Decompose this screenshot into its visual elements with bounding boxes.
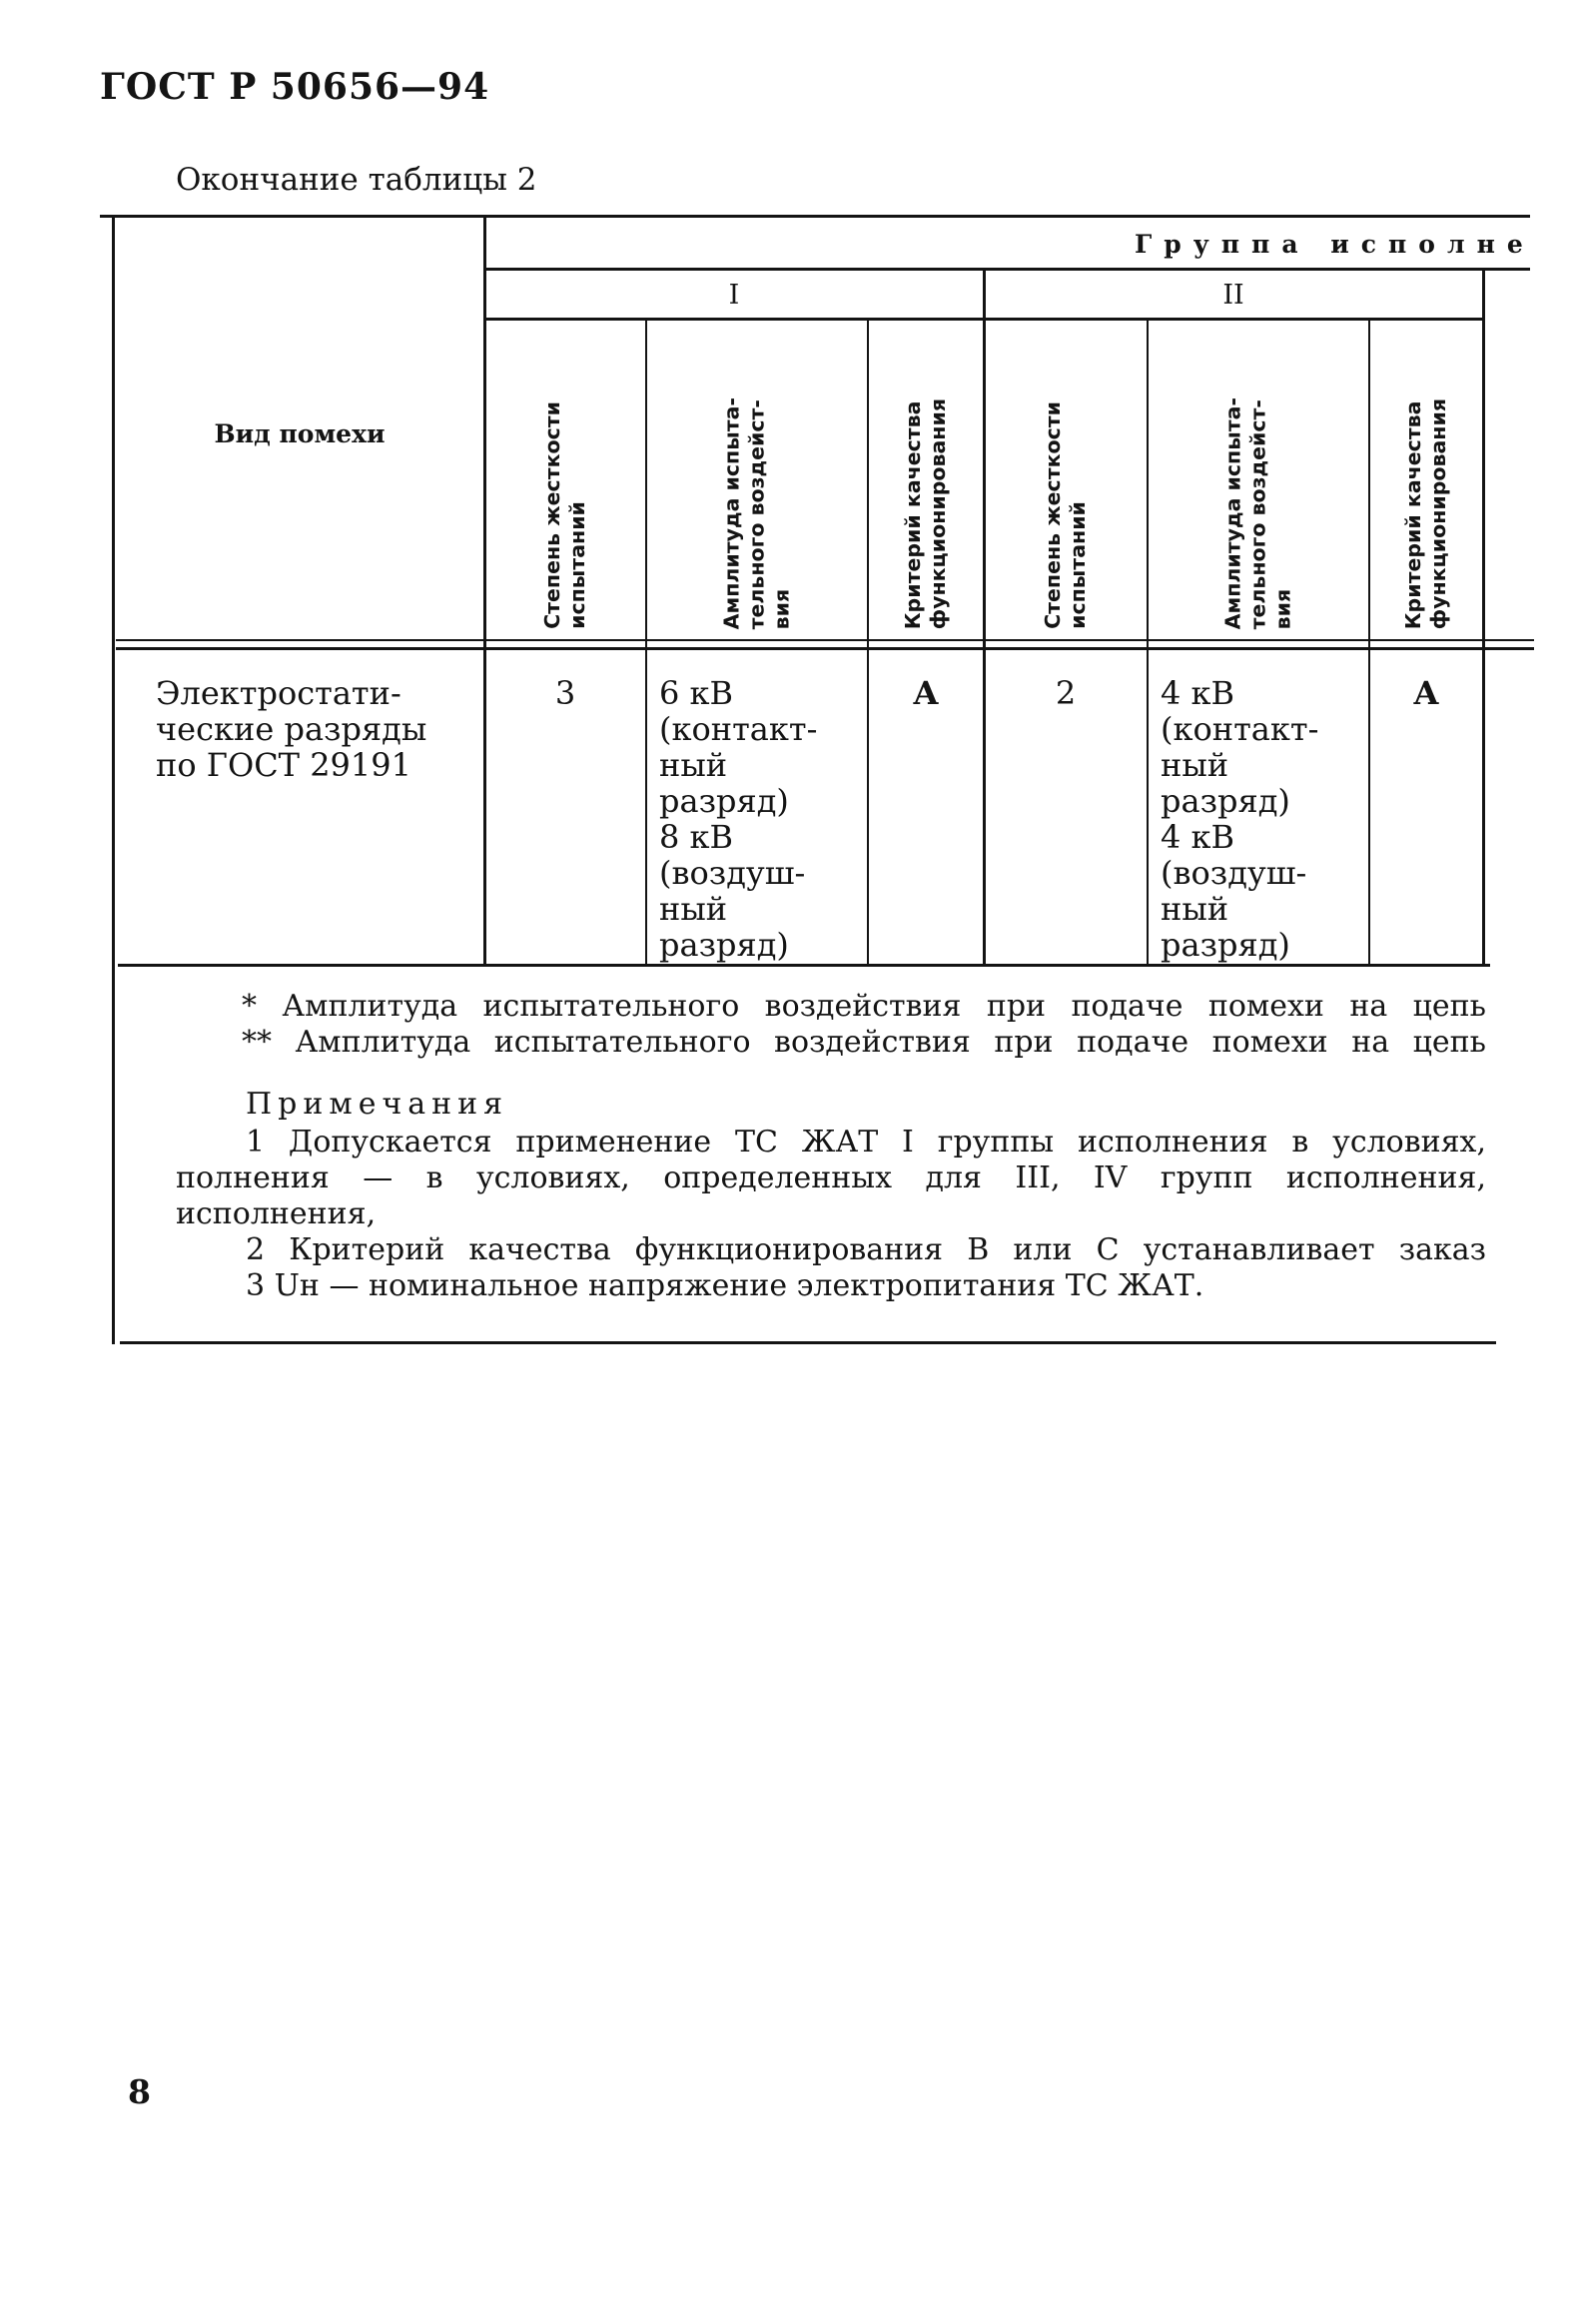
severity-group-2: 2 xyxy=(1055,674,1077,712)
severity-group-1: 3 xyxy=(554,674,576,712)
amplitude-group-1: 6 кВ (контакт- ный разряд) 8 кВ (воздуш- ный разряд) xyxy=(659,674,818,964)
bottom-rule xyxy=(120,1341,1496,1344)
table-caption: Окончание таблицы 2 xyxy=(176,162,537,198)
criterion-group-2: А xyxy=(1412,674,1440,712)
page-number: 8 xyxy=(128,2072,151,2111)
col-header-3: Критерий качества функционирования xyxy=(901,397,950,629)
footnote-1: * Амплитуда испытательного воздействия при подаче помехи на цепь xyxy=(242,989,1486,1024)
group-label-2: II xyxy=(1222,280,1244,311)
body-bottom-rule xyxy=(118,964,1490,967)
table-top-rule xyxy=(100,215,1530,218)
note-2: 2 Критерий качества функционирования В или С устанавливает заказ xyxy=(246,1232,1486,1267)
col-header-2: Амплитуда испыта- тельного воздейст- вия xyxy=(719,396,794,629)
header-bottom-rule-1 xyxy=(116,639,1534,641)
group-label-1: I xyxy=(728,280,740,311)
notes-title: Примечания xyxy=(246,1087,509,1122)
group-header: Группа исполне xyxy=(1135,230,1535,259)
col-divider-right xyxy=(1482,270,1485,965)
note-1-end: исполнения, xyxy=(176,1196,377,1231)
row-header: Вид помехи xyxy=(214,419,386,448)
document-header: ГОСТ Р 50656—94 xyxy=(100,66,490,108)
col-header-6: Критерий качества функционирования xyxy=(1401,397,1450,629)
criterion-group-1: А xyxy=(912,674,940,712)
note-1-cont: полнения — в условиях, определенных для III, IV групп исполнения, xyxy=(176,1161,1486,1195)
note-1: 1 Допускается применение ТС ЖАТ I группы исполнения в условиях, xyxy=(246,1125,1486,1160)
col-header-4: Степень жесткости испытаний xyxy=(1041,401,1090,629)
amplitude-group-2: 4 кВ (контакт- ный разряд) 4 кВ (воздуш- ный разряд) xyxy=(1161,674,1319,964)
left-border xyxy=(112,218,115,1344)
header-bottom-rule-2 xyxy=(116,647,1534,650)
interference-type: Электростати- ческие разряды по ГОСТ 29191 xyxy=(156,674,427,784)
col-header-1: Степень жесткости испытаний xyxy=(540,401,589,629)
note-3: 3 Uн — номинальное напряжение электропитания ТС ЖАТ. xyxy=(246,1268,1204,1303)
footnote-2: ** Амплитуда испытательного воздействия при подаче помехи на цепь xyxy=(242,1025,1486,1060)
col-header-5: Амплитуда испыта- тельного воздейст- вия xyxy=(1220,396,1295,629)
group-header-rule xyxy=(485,268,1530,271)
